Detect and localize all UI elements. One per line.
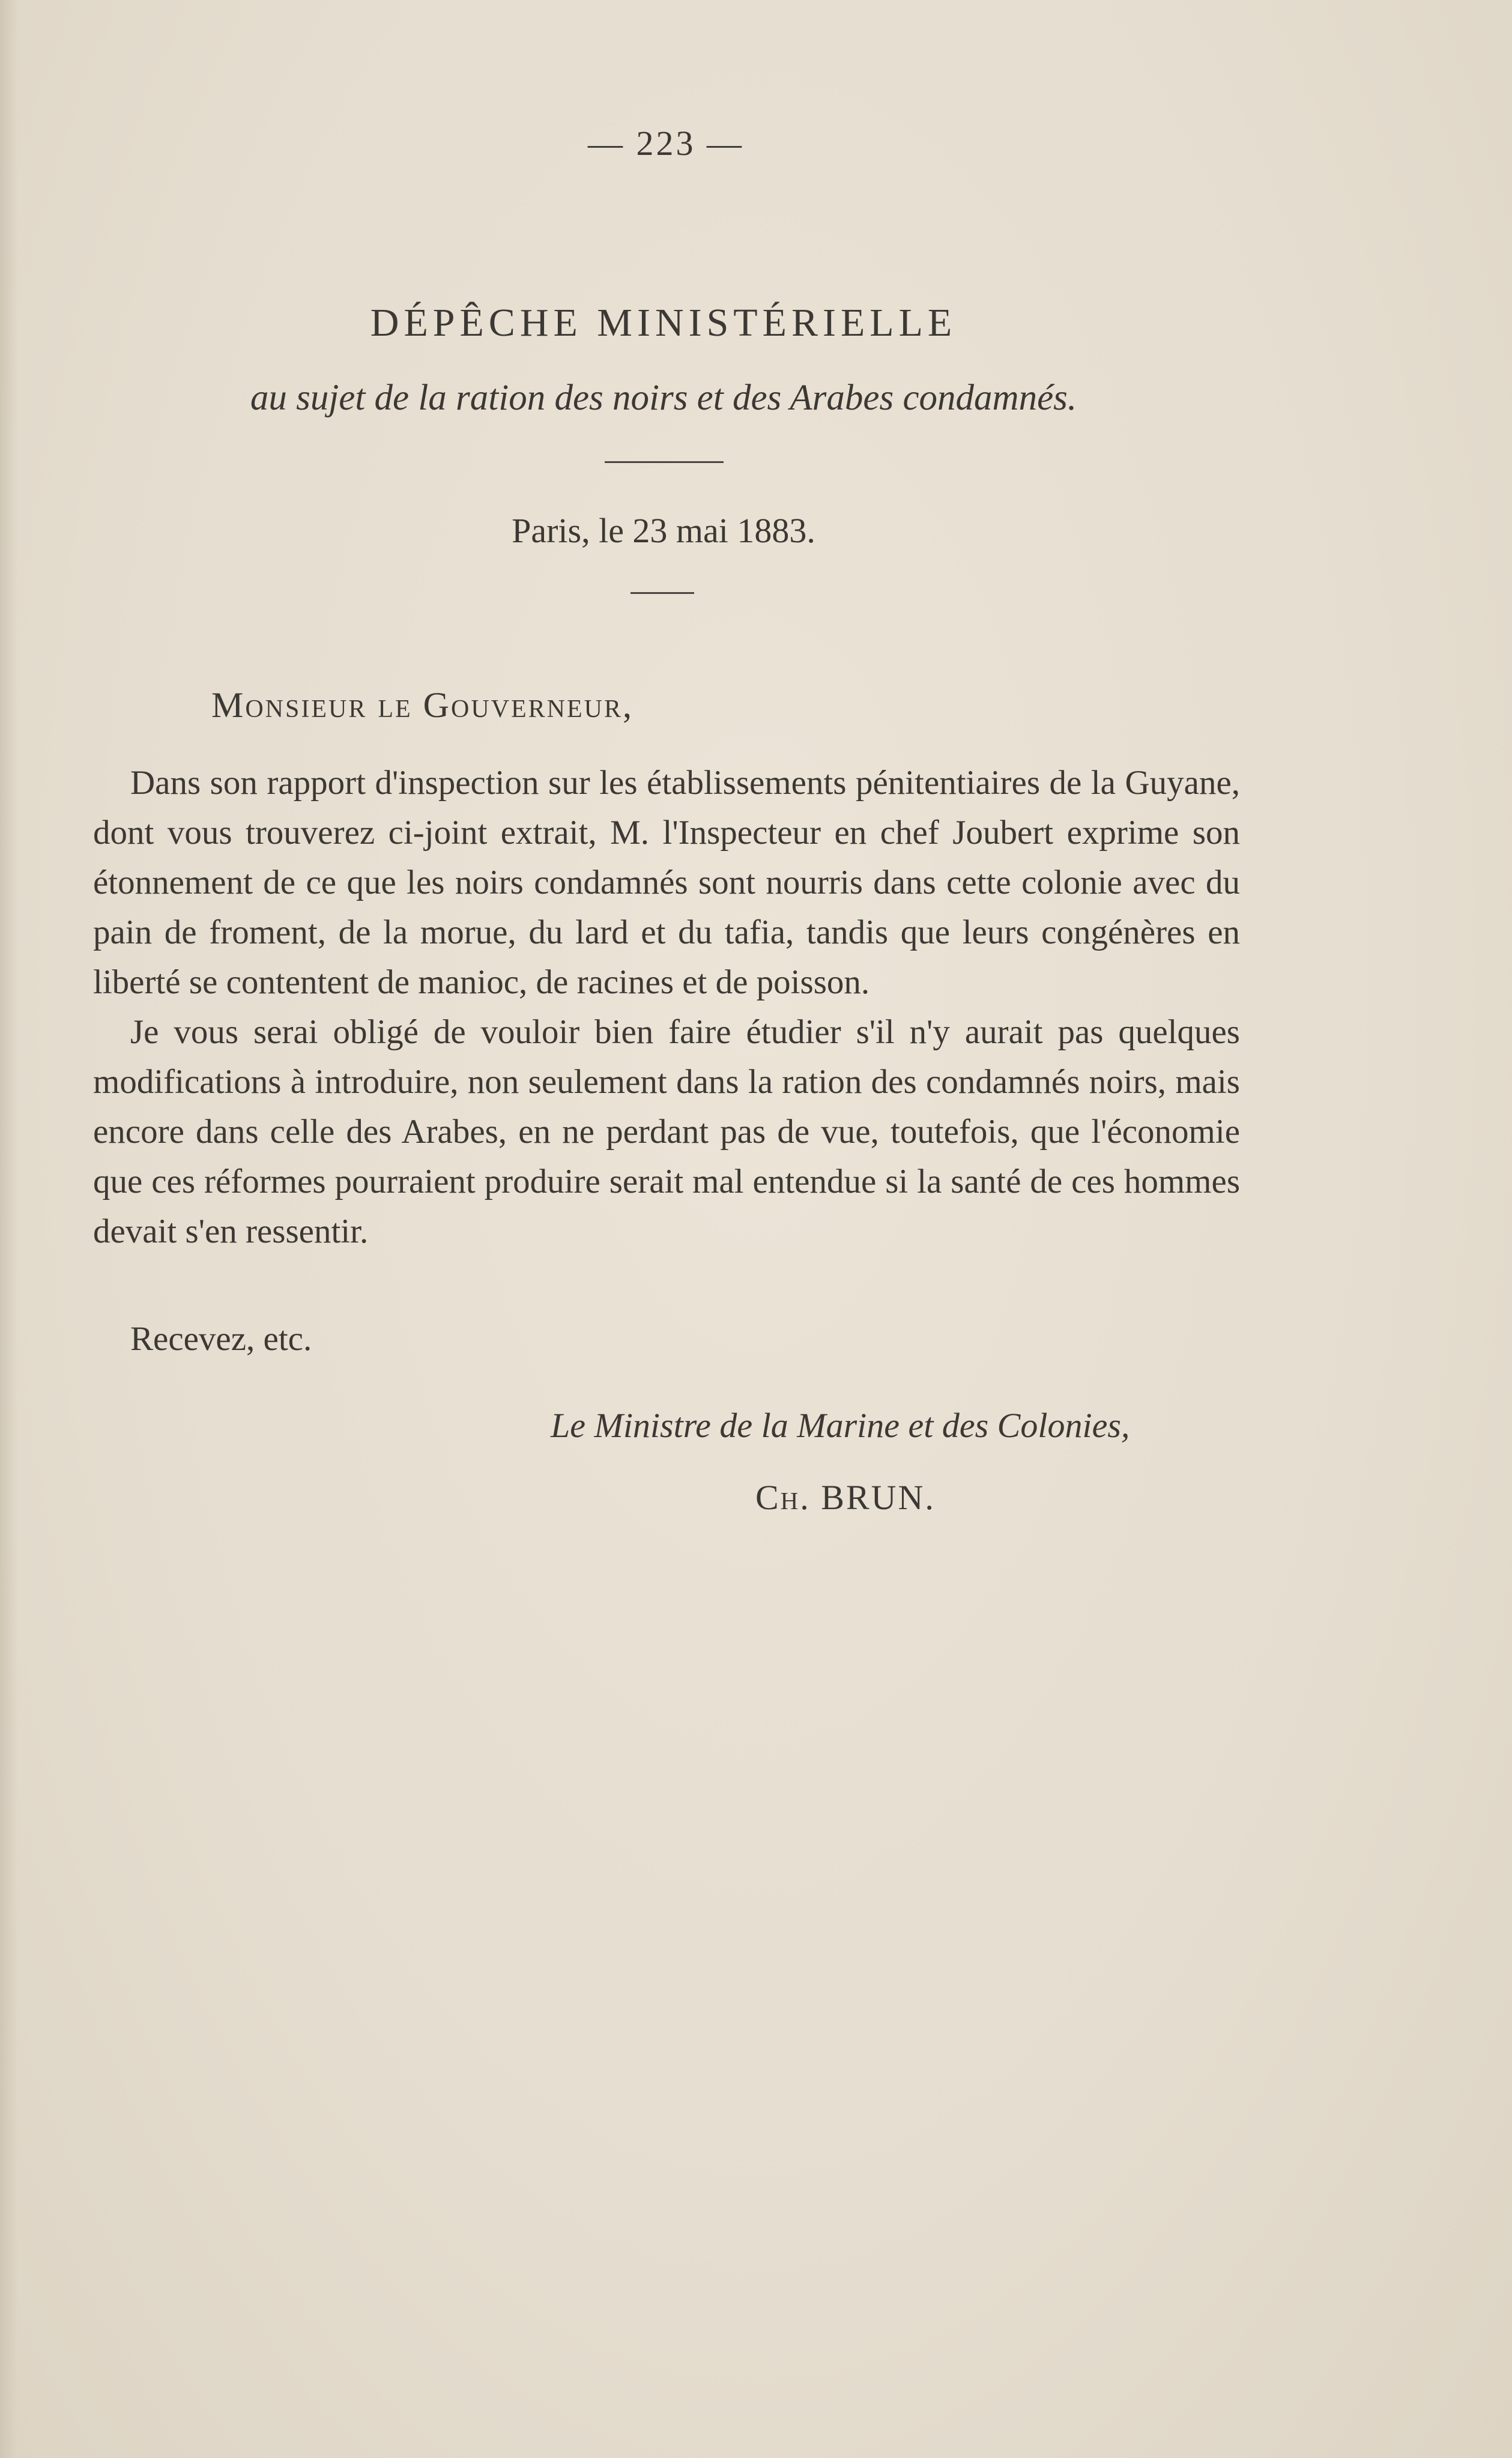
- paragraph: Je vous serai obligé de vouloir bien faire étudier s'il n'y aurait pas quelques modifications à introduire, non seulement dans la ration des condamnés noirs, mais encore dans celle des Arabes, en ne perdant pas de vue, toutefois, que l'économie que ces réformes pourraient produire serait mal entendue si la santé de ces hommes devait s'en ressentir.: [93, 1013, 1240, 1250]
- page-edge-shadow: [0, 0, 18, 2458]
- signatory-title: Le Ministre de la Marine et des Colonies,: [551, 1406, 1130, 1445]
- signatory-name: Ch. BRUN.: [755, 1478, 936, 1517]
- letter-body: [93, 758, 1240, 1256]
- place-date-line: Paris, le 23 mai 1883.: [512, 511, 815, 550]
- salutation: Monsieur le Gouverneur,: [211, 685, 634, 725]
- document-subtitle: au sujet de la ration des noirs et des Arabes condamnés.: [250, 378, 1077, 418]
- closing-formula: Recevez, etc.: [130, 1320, 312, 1358]
- separator-rule: [631, 592, 694, 594]
- page-number: — 223 —: [588, 124, 744, 163]
- separator-rule: [605, 461, 724, 463]
- paragraph: Dans son rapport d'inspection sur les établissements pénitentiaires de la Guyane, dont vous trouverez ci-joint extrait, M. l'Inspecteur en chef Joubert exprime son étonnement de ce que les noirs condamnés sont nourris dans cette colonie avec du pain de froment, de la morue, du lard et du tafia, tandis que leurs congénères en liberté se contentent de manioc, de racines et de poisson.: [93, 764, 1240, 1001]
- document-title: DÉPÊCHE MINISTÉRIELLE: [370, 301, 957, 345]
